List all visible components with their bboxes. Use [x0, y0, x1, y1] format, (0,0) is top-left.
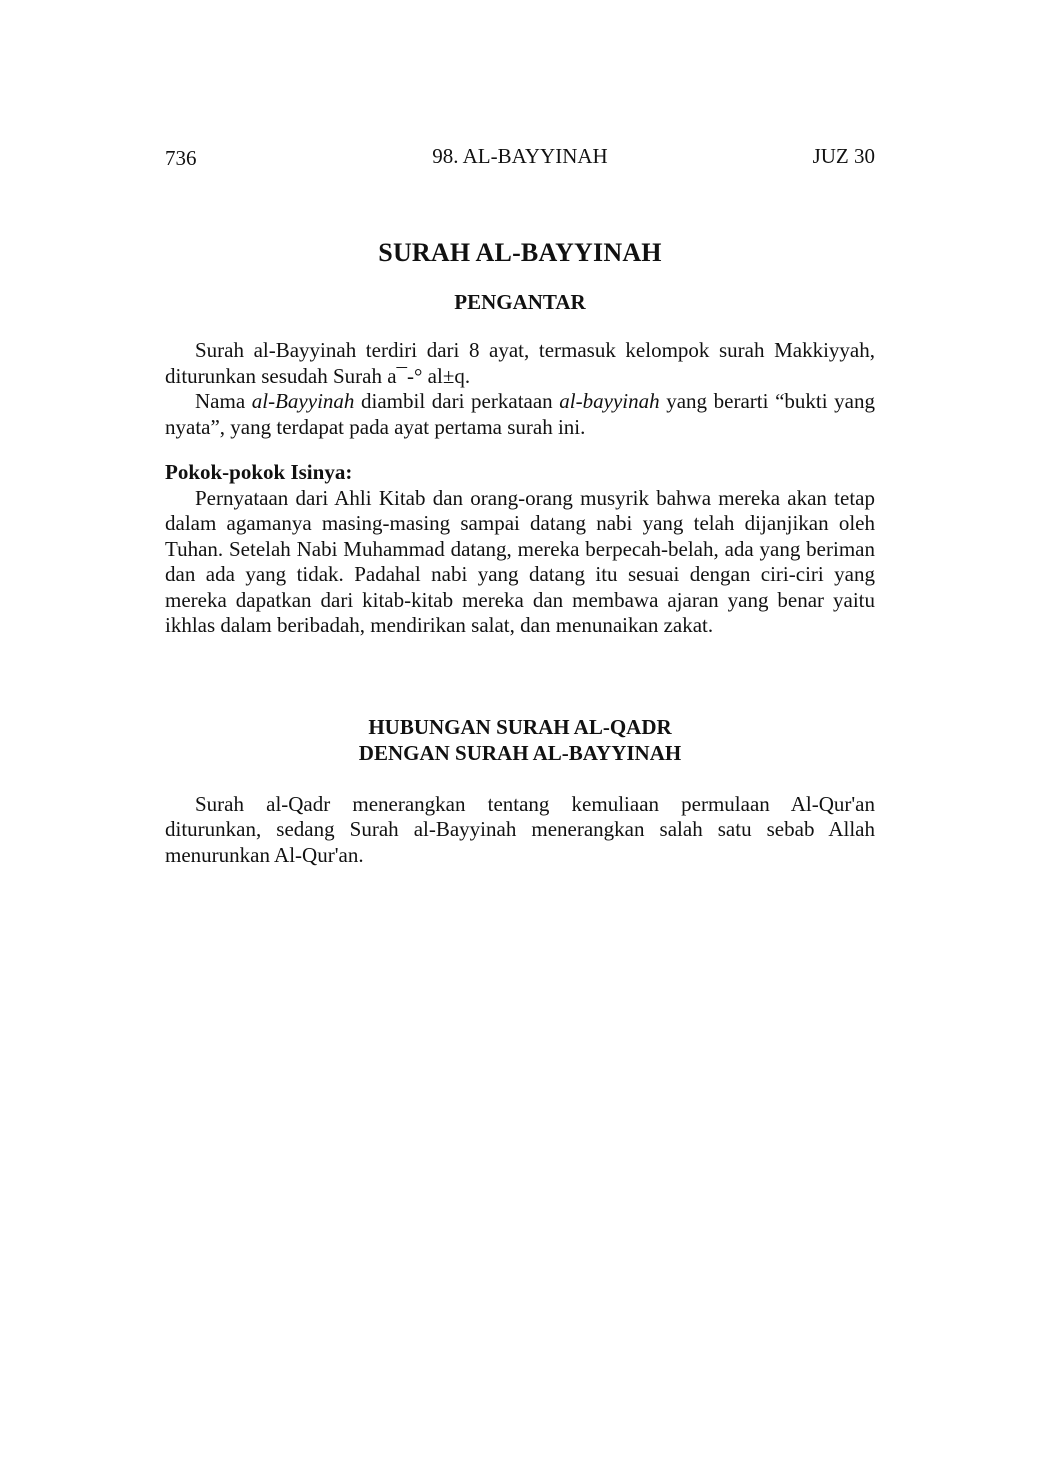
para2-term-1: al-Bayyinah	[251, 389, 355, 413]
surah-title: SURAH AL-BAYYINAH	[378, 238, 662, 267]
para2-prefix: Nama	[195, 389, 252, 413]
document-page	[165, 142, 875, 868]
intro-paragraph-1: Surah al-Bayyinah terdiri dari 8 ayat, termasuk kelompok surah Makkiyyah, diturunkan sesudah Surah a¯-° al±q.	[165, 338, 875, 388]
intro-paragraph-2	[165, 389, 875, 440]
hubungan-heading-line-1: HUBUNGAN SURAH AL-QADR	[368, 714, 672, 739]
hubungan-paragraph: Surah al-Qadr menerangkan tentang kemuliaan permulaan Al-Qur'an diturunkan, sedang Surah al-Bayyinah menerangkan salah satu sebab Allah menurunkan Al-Qur'an.	[165, 791, 875, 867]
para2-suffix: yang berarti “bukti yang nyata”, yang terdapat pada ayat pertama surah ini.	[165, 389, 875, 439]
pengantar-heading: PENGANTAR	[454, 290, 586, 314]
para2-mid: diambil dari perkataan	[354, 389, 560, 413]
pokok-heading: Pokok-pokok Isinya:	[165, 460, 353, 484]
hubungan-heading	[165, 714, 875, 766]
page-number: 736	[165, 146, 197, 170]
chapter-title: 98. AL-BAYYINAH	[432, 144, 608, 168]
juz-label: JUZ 30	[812, 144, 875, 168]
intro-section	[165, 338, 875, 440]
pokok-paragraph: Pernyataan dari Ahli Kitab dan orang-orang musyrik bahwa mereka akan tetap dalam agamanya masing-masing sampai datang nabi yang telah dijanjikan oleh Tuhan. Setelah Nabi Muhammad datang, mereka berpecah-belah, ada yang beriman dan ada yang tidak. Padahal nabi yang datang itu sesuai dengan ciri-ciri yang mereka dapatkan dari kitab-kitab mereka dan membawa ajaran yang benar yaitu ikhlas dalam beribadah, mendirikan salat, dan menunaikan zakat.	[165, 485, 875, 637]
running-header	[165, 142, 875, 174]
hubungan-heading-line-2: DENGAN SURAH AL-BAYYINAH	[358, 740, 682, 765]
para2-term-2: al-bayyinah	[559, 389, 660, 413]
